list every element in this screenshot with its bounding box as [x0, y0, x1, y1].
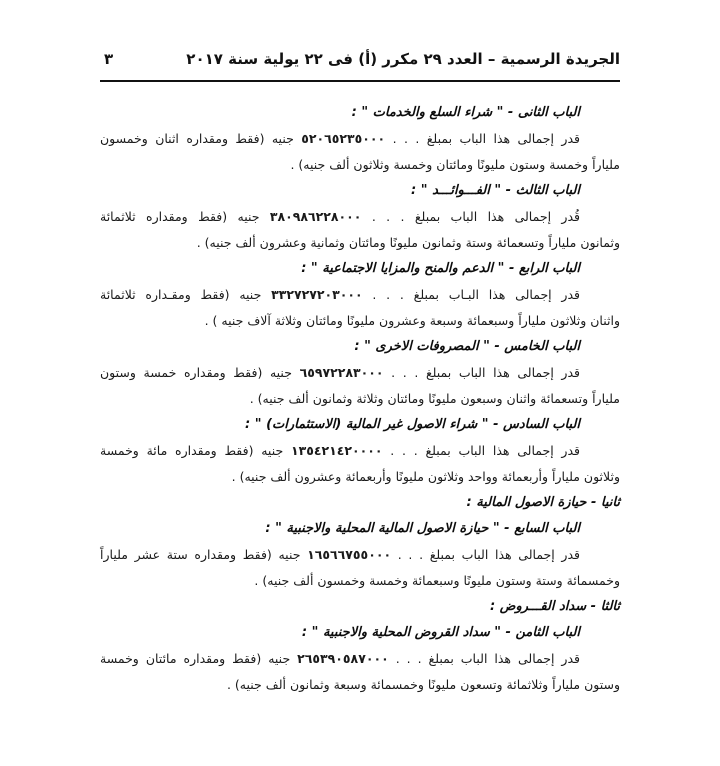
paragraph-line-2: وثلاثون ملياراً وأربعمائة وواحد وثلاثون مليونًا وأربعمائة وعشرون ألف جنيه) .	[231, 469, 620, 484]
text: جنيه (فقط ومقداره ستة عشر ملياراً	[100, 547, 301, 562]
text: جنيه (فقط ومقداره مائتان وخمسة	[100, 651, 291, 666]
amount: ٦٥٩٧٢٢٨٣٠٠٠	[299, 365, 384, 380]
text: جنيه (فقط ومقداره خمسة وستون	[100, 365, 292, 380]
paragraph-line-1: قُدر إجمالى هذا الباب بمبلغ . . . ٣٨٠٩٨٦٢٢٨٠٠٠ جنيه (فقط ومقداره ثلاثمائة	[100, 209, 580, 224]
text: قُدر إجمالى هذا الباب بمبلغ	[414, 209, 580, 224]
chapter-8	[100, 620, 620, 698]
part-3-title: ثالثا - سداد القـــروض :	[490, 599, 620, 614]
chapter-paragraph	[100, 282, 620, 334]
chapter-paragraph	[100, 438, 620, 490]
document-body	[100, 100, 620, 698]
chapter-heading: الباب الخامس - " المصروفات الاخرى " :	[354, 339, 580, 354]
paragraph-line-2: وخمسمائة وستة وستون مليونًا وسبعمائة وخمسة وخمسون ألف جنيه) .	[254, 573, 620, 588]
text: قدر إجمالى هذا الباب بمبلغ	[429, 547, 581, 562]
paragraph-line-2: وستون ملياراً وثلاثمائة وتسعون مليونًا وخمسمائة وسبعة وثمانون ألف جنيه) .	[226, 677, 620, 692]
paragraph-line-2: ملياراً وخمسة وستون مليونًا ومائتان وخمسة وثلاثون ألف جنيه) .	[290, 157, 620, 172]
chapter-7	[100, 516, 620, 594]
paragraph-line-1: قدر إجمالى هذا البـاب بمبلغ . . . ٣٣٢٧٢٧٢٠٣٠٠٠ جنيه (فقط ومقـداره ثلاثمائة	[100, 287, 580, 302]
header-rule	[100, 80, 620, 82]
chapter-5	[100, 334, 620, 412]
amount: ١٦٥٦٦٧٥٥٠٠٠	[307, 547, 392, 562]
paragraph-line-2: وثمانون ملياراً وتسعمائة وستة وثمانون مليونًا ومائتان وثمانية وعشرون ألف جنيه) .	[196, 235, 620, 250]
chapter-6	[100, 412, 620, 490]
chapter-paragraph	[100, 126, 620, 178]
paragraph-line-1: قدر إجمالى هذا الباب بمبلغ . . . ١٦٥٦٦٧٥٥٠٠٠ جنيه (فقط ومقداره ستة عشر ملياراً	[100, 547, 581, 562]
text: جنيه (فقط ومقـداره ثلاثمائة	[100, 287, 262, 302]
text: قدر إجمالى هذا الباب بمبلغ	[425, 443, 581, 458]
text: قدر إجمالى هذا الباب بمبلغ	[428, 651, 580, 666]
paragraph-line-1: قدر إجمالى هذا الباب بمبلغ . . . ٢٦٥٣٩٠٥٨٧٠٠٠ جنيه (فقط ومقداره مائتان وخمسة	[100, 651, 580, 666]
chapter-3	[100, 178, 620, 256]
chapter-paragraph	[100, 542, 620, 594]
amount: ٣٨٠٩٨٦٢٢٨٠٠٠	[269, 209, 362, 224]
chapter-heading: الباب الثانى - " شراء السلع والخدمات " :	[351, 105, 580, 120]
text: جنيه (فقط ومقداره اثنان وخمسون	[100, 131, 294, 146]
chapter-heading: الباب السادس - " شراء الاصول غير المالية (الاستثمارات) " :	[245, 417, 580, 432]
amount: ٥٢٠٦٥٢٣٥٠٠٠	[301, 131, 386, 146]
chapter-heading: الباب الرابع - " الدعم والمنح والمزايا الاجتماعية " :	[301, 261, 580, 276]
text: جنيه (فقط ومقداره ثلاثمائة	[100, 209, 260, 224]
paragraph-line-2: واثنان وثلاثون ملياراً وسبعمائة وسبعة وعشرون مليونًا ومائتان وثلاثة آلاف جنيه ) .	[204, 313, 620, 328]
amount: ١٣٥٤٢١٤٢٠٠٠٠	[290, 443, 383, 458]
chapter-paragraph	[100, 360, 620, 412]
text: قدر إجمالى هذا الباب بمبلغ	[425, 365, 581, 380]
chapter-2	[100, 100, 620, 178]
text: قدر إجمالى هذا البـاب بمبلغ	[413, 287, 580, 302]
page-number: ٣	[104, 50, 114, 68]
chapter-heading: الباب السابع - " حيازة الاصول المالية المحلية والاجنبية " :	[265, 521, 580, 536]
chapter-4	[100, 256, 620, 334]
text: جنيه (فقط ومقداره مائة وخمسة	[100, 443, 284, 458]
paragraph-line-1: قدر إجمالى هذا الباب بمبلغ . . . ٦٥٩٧٢٢٨٣٠٠٠ جنيه (فقط ومقداره خمسة وستون	[100, 365, 581, 380]
text: قدر إجمالى هذا الباب بمبلغ	[426, 131, 580, 146]
header-title: الجريدة الرسمية – العدد ٢٩ مكرر (أ) فى ٢٢ يولية سنة ٢٠١٧	[186, 50, 620, 68]
paragraph-line-1: قدر إجمالى هذا الباب بمبلغ . . . ١٣٥٤٢١٤٢٠٠٠٠ جنيه (فقط ومقداره مائة وخمسة	[100, 443, 581, 458]
chapter-paragraph	[100, 646, 620, 698]
paragraph-line-1: قدر إجمالى هذا الباب بمبلغ . . . ٥٢٠٦٥٢٣٥٠٠٠ جنيه (فقط ومقداره اثنان وخمسون	[100, 131, 580, 146]
amount: ٣٣٢٧٢٧٢٠٣٠٠٠	[271, 287, 363, 302]
chapter-paragraph	[100, 204, 620, 256]
chapter-heading: الباب الثالث - " الفـــوائـــد " :	[411, 183, 580, 198]
page-header	[100, 50, 620, 72]
chapter-heading: الباب الثامن - " سداد القروض المحلية والاجنبية " :	[301, 625, 580, 640]
part-2-title: ثانيا - حيازة الاصول المالية :	[466, 495, 620, 510]
paragraph-line-2: ملياراً وتسعمائة واثنان وسبعون مليونًا ومائتان وثلاثة وثمانون ألف جنيه) .	[249, 391, 620, 406]
amount: ٢٦٥٣٩٠٥٨٧٠٠٠	[297, 651, 389, 666]
